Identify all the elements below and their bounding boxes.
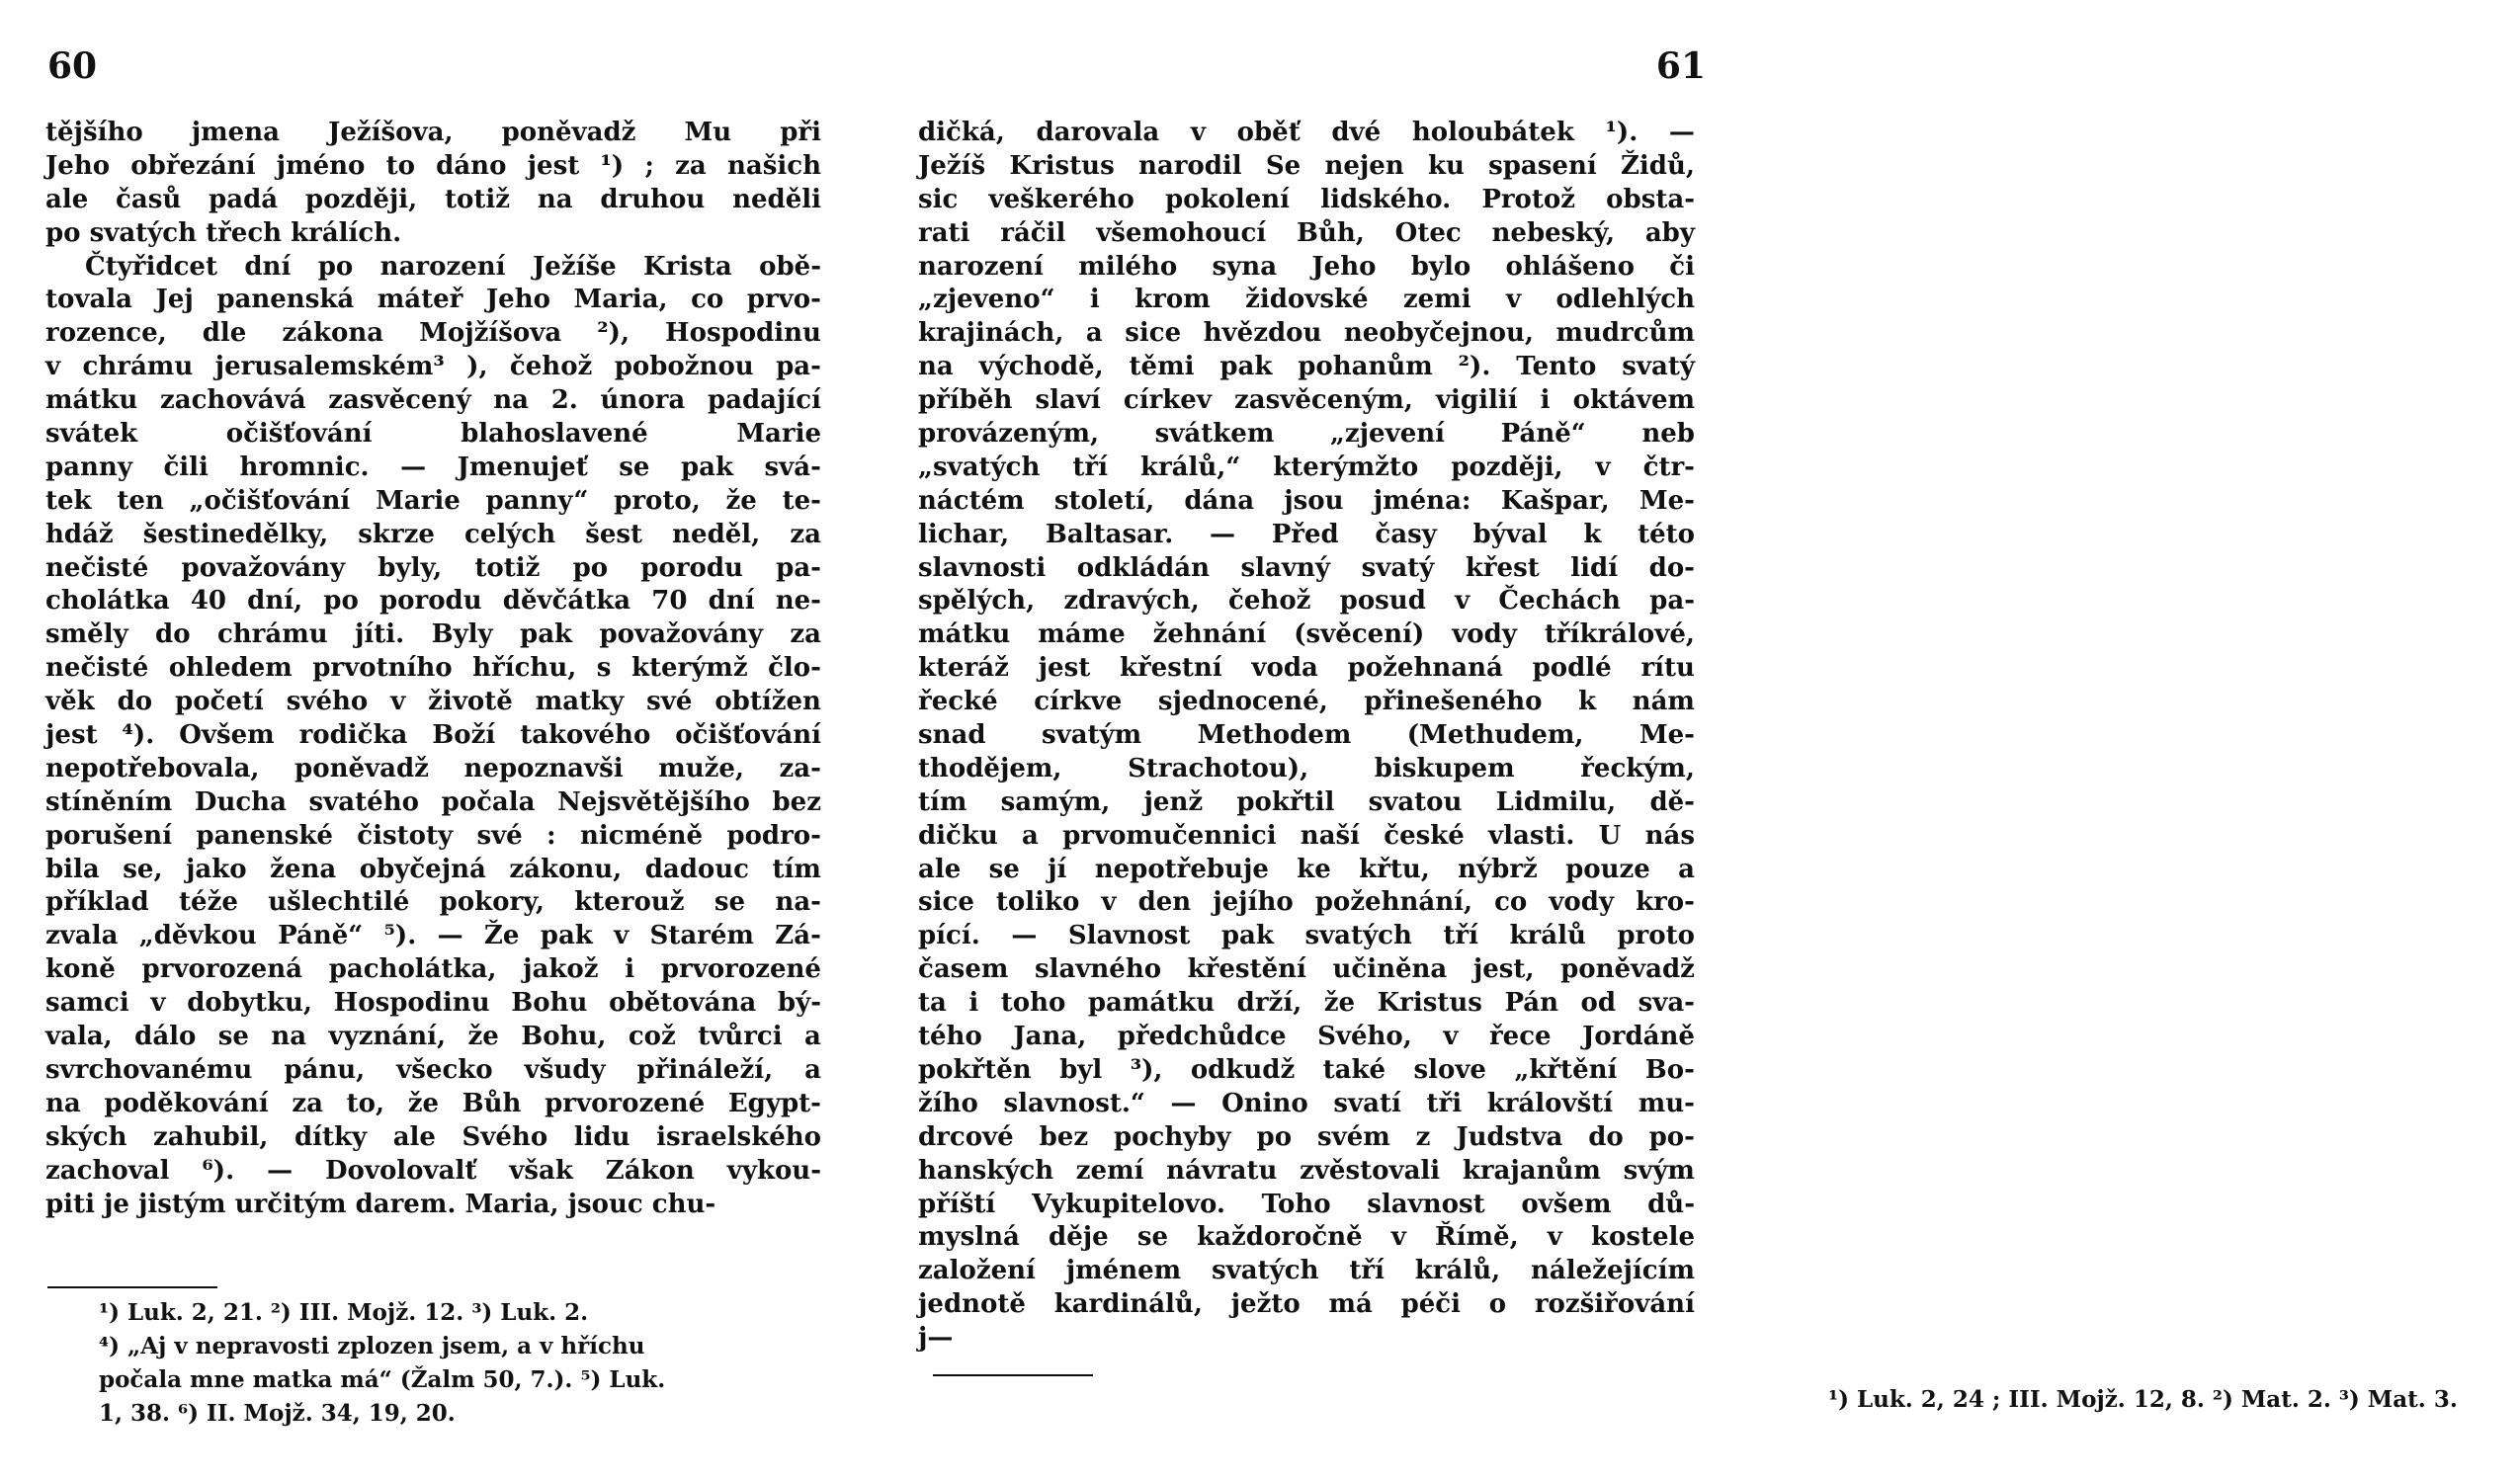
text-line: provázeným, svátkem „zjevení Páně“ neb: [918, 419, 1695, 450]
text-line: krajinách, a sice hvězdou neobyčejnou, mudrcům: [918, 318, 1695, 349]
text-line: v chrámu jerusalemském³ ), čehož pobožnou pa-: [45, 352, 821, 382]
text-line: nečisté ohledem prvotního hříchu, s kterýmž člo-: [45, 653, 821, 684]
body-text: [918, 117, 1695, 1356]
text-line: ale se jí nepotřebuje ke křtu, nýbrž pouze a: [918, 854, 1695, 884]
text-line: jednotě kardinálů, ježto má péči o rozšiřování: [918, 1289, 1695, 1320]
left-page: [0, 0, 865, 1482]
text-line: samci v dobytku, Hospodinu Bohu obětována bý-: [45, 988, 821, 1019]
text-line: ale časů padá později, totiž na druhou neděli: [45, 184, 821, 214]
text-line: rozence, dle zákona Mojžíšova ²), Hospodinu: [45, 318, 821, 349]
text-line: Ježíš Kristus narodil Se nejen ku spasení Židů,: [918, 150, 1695, 181]
footnote-line: ¹) Luk. 2, 24 ; III. Mojž. 12, 8. ²) Mat. 2. ³) Mat. 3.: [1828, 1386, 2458, 1413]
text-line: rati ráčil všemohoucí Bůh, Otec nebeský, aby: [918, 217, 1695, 248]
text-line: příští Vykupitelovo. Toho slavnost ovšem dů-: [918, 1189, 1695, 1219]
text-line: sic veškerého pokolení lidského. Protož obsta-: [918, 184, 1695, 214]
text-line: příběh slaví církev zasvěceným, vigilií i oktávem: [918, 385, 1695, 416]
text-line: koně prvorozená pacholátka, jakož i prvorozené: [45, 954, 821, 985]
text-line: po svatých třech králích.: [45, 217, 402, 248]
text-line: nepotřebovala, poněvadž nepoznavši muže, za-: [45, 753, 821, 783]
text-line: pící. — Slavnost pak svatých tří králů proto: [918, 921, 1695, 951]
text-line: tovala Jej panenská máteř Jeho Maria, co prvo-: [45, 285, 821, 315]
text-line: řecké církve sjednocené, přinešeného k nám: [918, 687, 1695, 717]
text-line: Jeho obřezání jméno to dáno jest ¹) ; za našich: [45, 150, 821, 181]
footnote-rule: [933, 1374, 1093, 1376]
text-line: narození milého syna Jeho bylo ohlášeno či: [918, 251, 1695, 282]
text-line: sice toliko v den jejího požehnání, co vody kro-: [918, 887, 1695, 918]
text-line: založení jménem svatých tří králů, náležejícím: [918, 1256, 1695, 1286]
text-line: zachoval ⁶). — Dovolovalť však Zákon vykou-: [45, 1155, 821, 1186]
text-line: tím samým, jenž pokřtil svatou Lidmilu, dě-: [918, 786, 1695, 817]
text-line: j—: [918, 1323, 954, 1354]
text-line: příklad téže ušlechtilé pokory, kterouž se na-: [45, 887, 821, 918]
text-line: lichar, Baltasar. — Před časy býval k této: [918, 519, 1695, 549]
text-line: svátek očišťování blahoslavené Marie: [45, 419, 821, 450]
text-line: bila se, jako žena obyčejná zákonu, dadouc tím: [45, 854, 821, 884]
text-line: hanských zemí návratu zvěstovali krajanům svým: [918, 1155, 1695, 1186]
text-line: zvala „děvkou Páně“ ⁵). — Že pak v Starém Zá-: [45, 921, 821, 951]
text-line: porušení panenské čistoty své : nicméně podro-: [45, 820, 821, 851]
text-line: „svatých tří králů,“ kterýmžto později, v čtr-: [918, 452, 1695, 482]
text-line: směly do chrámu jíti. Byly pak považovány za: [45, 619, 821, 650]
text-line: na východě, těmi pak pohanům ²). Tento svatý: [918, 352, 1695, 382]
footnote-rule: [47, 1286, 217, 1288]
text-line: ských zahubil, dítky ale Svého lidu israelského: [45, 1121, 821, 1152]
text-line: svrchovanému pánu, všecko všudy přináleží, a: [45, 1054, 821, 1085]
text-line: věk do početí svého v životě matky své obtížen: [45, 687, 821, 717]
text-line: Čtyřidcet dní po narození Ježíše Krista obě-: [85, 251, 821, 282]
text-line: na poděkování za to, že Bůh prvorozené Egypt-: [45, 1088, 821, 1118]
text-line: panny čili hromnic. — Jmenujeť se pak svá-: [45, 452, 821, 482]
text-line: hdáž šestinedělky, skrze celých šest neděl, za: [45, 519, 821, 549]
text-line: stíněním Ducha svatého počala Nejsvětějšího bez: [45, 786, 821, 817]
footnotes: [1828, 1383, 2520, 1417]
footnote-line: ⁴) „Aj v nepravosti zplozen jsem, a v hříchu: [99, 1333, 645, 1359]
text-line: dičku a prvomučennici naší české vlasti. U nás: [918, 820, 1695, 851]
body-text: [45, 117, 821, 1221]
text-line: snad svatým Methodem (Methudem, Me-: [918, 720, 1695, 751]
text-line: žího slavnost.“ — Onino svatí tři královští mu-: [918, 1088, 1695, 1118]
text-line: náctém století, dána jsou jména: Kašpar, Me-: [918, 485, 1695, 516]
text-line: mátku máme žehnání (svěcení) vody tříkrálové,: [918, 619, 1695, 650]
text-line: drcové bez pochyby po svém z Judstva do po-: [918, 1121, 1695, 1152]
text-line: tého Jana, předchůdce Svého, v řece Jordáně: [918, 1022, 1695, 1052]
footnotes: [99, 1296, 825, 1431]
text-line: ta i toho památku drží, že Kristus Pán od sva-: [918, 988, 1695, 1019]
footnote-line: počala mne matka má“ (Žalm 50, 7.). ⁵) Luk.: [99, 1366, 666, 1393]
text-line: vala, dálo se na vyznání, že Bohu, což tvůrci a: [45, 1022, 821, 1052]
text-line: jest ⁴). Ovšem rodička Boží takového očišťování: [45, 720, 821, 751]
text-line: piti je jistým určitým darem. Maria, jsouc chu-: [45, 1189, 716, 1219]
text-line: thodějem, Strachotou), biskupem řeckým,: [918, 753, 1695, 783]
page-number: 60: [47, 45, 98, 87]
text-line: cholátka 40 dní, po porodu děvčátka 70 dní ne-: [45, 586, 821, 617]
text-line: slavnosti odkládán slavný svatý křest lidí do-: [918, 552, 1695, 583]
footnote-line: ¹) Luk. 2, 21. ²) III. Mojž. 12. ³) Luk. 2.: [99, 1299, 589, 1326]
text-line: pokřtěn byl ³), odkudž také slove „křtění Bo-: [918, 1054, 1695, 1085]
right-page: [865, 0, 2458, 1482]
text-line: tějšího jmena Ježíšova, poněvadž Mu při: [45, 118, 821, 147]
text-line: nečisté považovány byly, totiž po porodu pa-: [45, 552, 821, 583]
text-line: „zjeveno“ i krom židovské zemi v odlehlých: [918, 285, 1695, 315]
text-line: časem slavného křestění učiněna jest, poněvadž: [918, 954, 1695, 985]
text-line: tek ten „očišťování Marie panny“ proto, že te-: [45, 485, 821, 516]
page-number: 61: [1655, 45, 1706, 87]
footnote-line: 1, 38. ⁶) II. Mojž. 34, 19, 20.: [99, 1400, 456, 1427]
text-line: kteráž jest křestní voda požehnaná podlé rítu: [918, 653, 1695, 684]
text-line: mátku zachovává zasvěcený na 2. února padající: [45, 385, 821, 416]
text-line: dičká, darovala v oběť dvé holoubátek ¹). —: [918, 118, 1695, 147]
text-line: spělých, zdravých, čehož posud v Čechách pa-: [918, 586, 1695, 617]
text-line: myslná děje se každoročně v Římě, v kostele: [918, 1222, 1695, 1253]
